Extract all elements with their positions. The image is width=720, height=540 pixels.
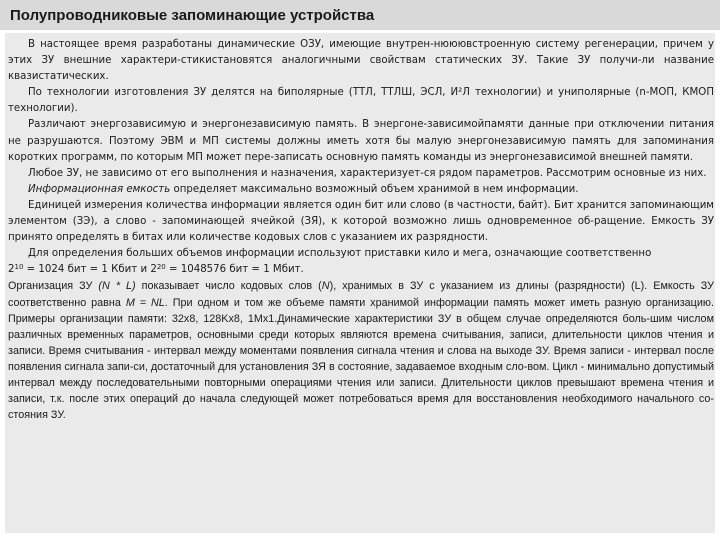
- formula-exp-1: 10: [14, 263, 24, 272]
- paragraph-5: [8, 182, 714, 198]
- p8-part-a: Организация ЗУ: [8, 280, 99, 293]
- formula-end: = 1048576 бит = 1 Мбит.: [165, 264, 304, 276]
- paragraph-4: Любое ЗУ, не зависимо от его выполнения и назначения, характеризует-ся рядом параметров. Рассмотрим основные из них.: [28, 167, 707, 179]
- paragraph-3: Различают энергозависимую и энергонезависимую память. В энергоне-зависимойпамяти данные при отключении питания не разрушаются. Поэтому ЭВМ и МП системы должны иметь хотя бы малую энергонезависимую память для запоминания коротких программ, по которым МП может пере-записать основную память команды из энергонезависимой внешней памяти.: [8, 119, 714, 163]
- p8-M: M = NL: [125, 296, 165, 309]
- content-panel: [5, 33, 715, 533]
- paragraph-7: Для определения больших объемов информации используют приставки кило и мега, означающие соответственно: [28, 248, 652, 260]
- p8-part-c: ), хранимых в ЗУ с указанием из длины (разрядности) (L). Емкость ЗУ соответственно равна: [8, 280, 714, 309]
- p8-formula: (N * L): [98, 280, 136, 293]
- title-bar: [0, 0, 720, 30]
- formula-base-1: 2: [8, 264, 15, 276]
- page-title: Полупроводниковые запоминающие устройства: [10, 7, 375, 24]
- p8-N: N: [321, 280, 330, 293]
- paragraph-5-text: определяет максимально возможный объем хранимой в нем информации.: [170, 183, 579, 195]
- p8-part-b: показывает число кодовых слов (: [135, 280, 322, 293]
- paragraph-2: По технологии изготовления ЗУ делятся на биполярные (ТТЛ, ТТЛШ, ЭСЛ, И²Л технологии) и униполярные (n-МОП, КМОП технологии).: [8, 87, 714, 115]
- body-text: [8, 37, 714, 423]
- paragraph-8: [8, 278, 714, 423]
- formula-exp-2: 20: [156, 263, 166, 272]
- formula-mid: = 1024 бит = 1 Кбит и 2: [23, 264, 157, 276]
- paragraph-7-formula: [8, 262, 714, 278]
- p8-part-d: . При одном и том же объеме памяти хранимой информации память может иметь разную организацию. Примеры организации памяти: 32x8, 128Kx8, 1Mx1.Динамические характеристики ЗУ в общем случае определяются боль-шим числом различных временных параметров, основными среди которых являются времена считывания, записи, длительности циклов чтения и записи. Время считывания - интервал между моментами появления сигнала чтения и слова на выходе ЗУ. Время записи - интервал после появления сигнала запи-си, достаточный для установления ЗЯ в состояние, задаваемое входным сло-вом. Цикл - минимально допустимый интервал между последовательными повторными операциями чтения или записи. Длительности циклов превышают времена чтения и записи, т.к. после этих операций до начала следующей может потребоваться время для восстановления необходимого начального со-стояния ЗУ.: [8, 296, 714, 422]
- paragraph-6: Единицей измерения количества информации является один бит или слово (в частности, байт). Бит хранится запоминающим элементом (ЗЭ), а слово - запоминающей ячейкой (ЗЯ), к которой возможно лишь одновременное об-ращение. Емкость ЗУ принято определять в битах или количестве кодовых слов с указанием их разрядности.: [8, 199, 714, 244]
- paragraph-1: В настоящее время разработаны динамические ОЗУ, имеющие внутрен-нююювстроенную систему регенерации, причем у этих ЗУ внешние характери-стикистановятся аналогичными свойствам статических ЗУ. Такие ЗУ получи-ли название квазистатических.: [8, 39, 714, 83]
- term-information-capacity: Информационная емкость: [28, 183, 171, 195]
